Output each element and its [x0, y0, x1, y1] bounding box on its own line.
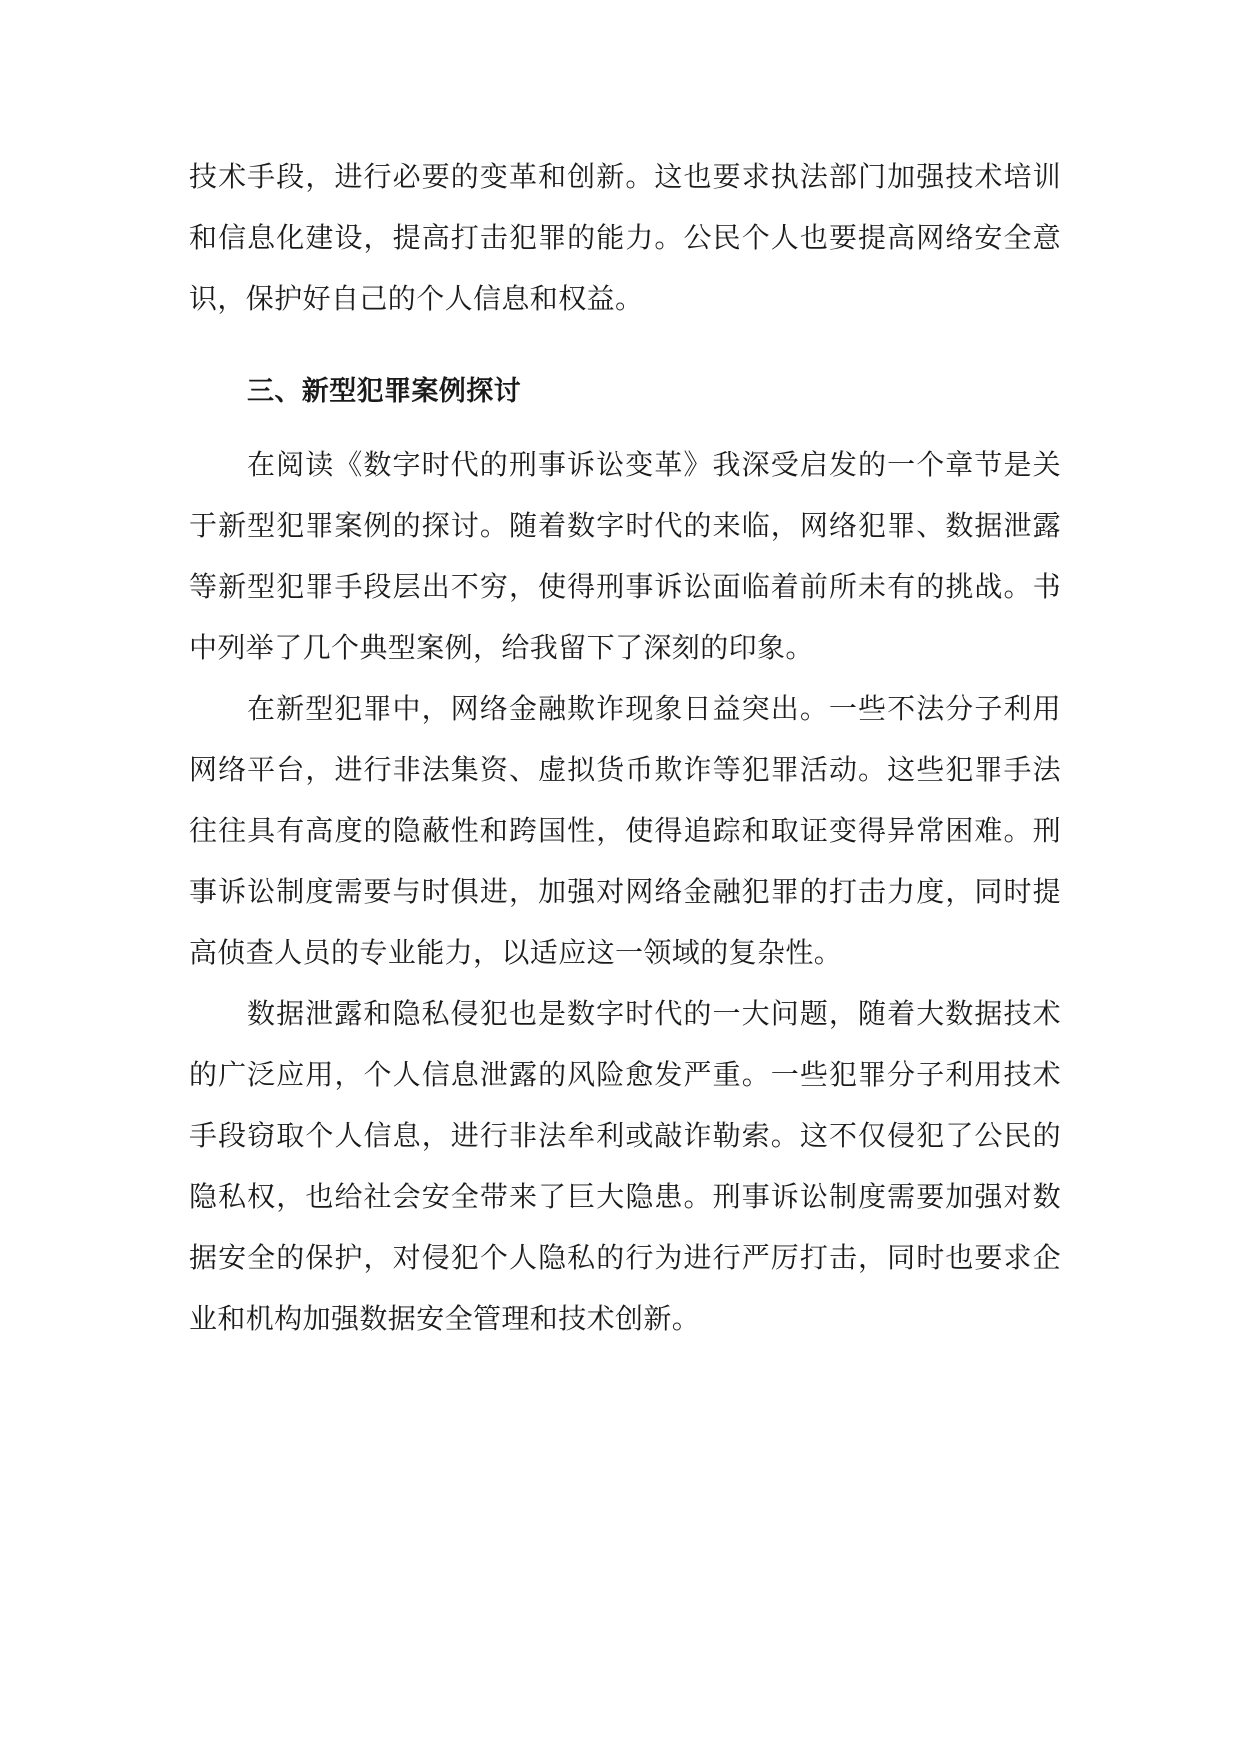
- spacer: [189, 422, 1061, 434]
- section-heading: 三、新型犯罪案例探讨: [247, 376, 521, 407]
- body-paragraph: 数据泄露和隐私侵犯也是数字时代的一大问题，随着大数据技术的广泛应用，个人信息泄露的风险愈发严重。一些犯罪分子利用技术手段窃取个人信息，进行非法牟利或敲诈勒索。这不仅侵犯了公民的隐私权，也给社会安全带来了巨大隐患。刑事诉讼制度需要加强对数据安全的保护，对侵犯个人隐私的行为进行严厉打击，同时也要求企业和机构加强数据安全管理和技术创新。: [189, 997, 1061, 1335]
- continued-paragraph: 技术手段，进行必要的变革和创新。这也要求执法部门加强技术培训和信息化建设，提高打击犯罪的能力。公民个人也要提高网络安全意识，保护好自己的个人信息和权益。: [189, 160, 1061, 315]
- page-body: [189, 146, 1061, 1349]
- body-paragraph: 在阅读《数字时代的刑事诉讼变革》我深受启发的一个章节是关于新型犯罪案例的探讨。随着数字时代的来临，网络犯罪、数据泄露等新型犯罪手段层出不穷，使得刑事诉讼面临着前所未有的挑战。书中列举了几个典型案例，给我留下了深刻的印象。: [189, 448, 1061, 664]
- spacer: [189, 329, 1061, 361]
- body-paragraph: 在新型犯罪中，网络金融欺诈现象日益突出。一些不法分子利用网络平台，进行非法集资、虚拟货币欺诈等犯罪活动。这些犯罪手法往往具有高度的隐蔽性和跨国性，使得追踪和取证变得异常困难。刑事诉讼制度需要与时俱进，加强对网络金融犯罪的打击力度，同时提高侦查人员的专业能力，以适应这一领域的复杂性。: [189, 692, 1061, 969]
